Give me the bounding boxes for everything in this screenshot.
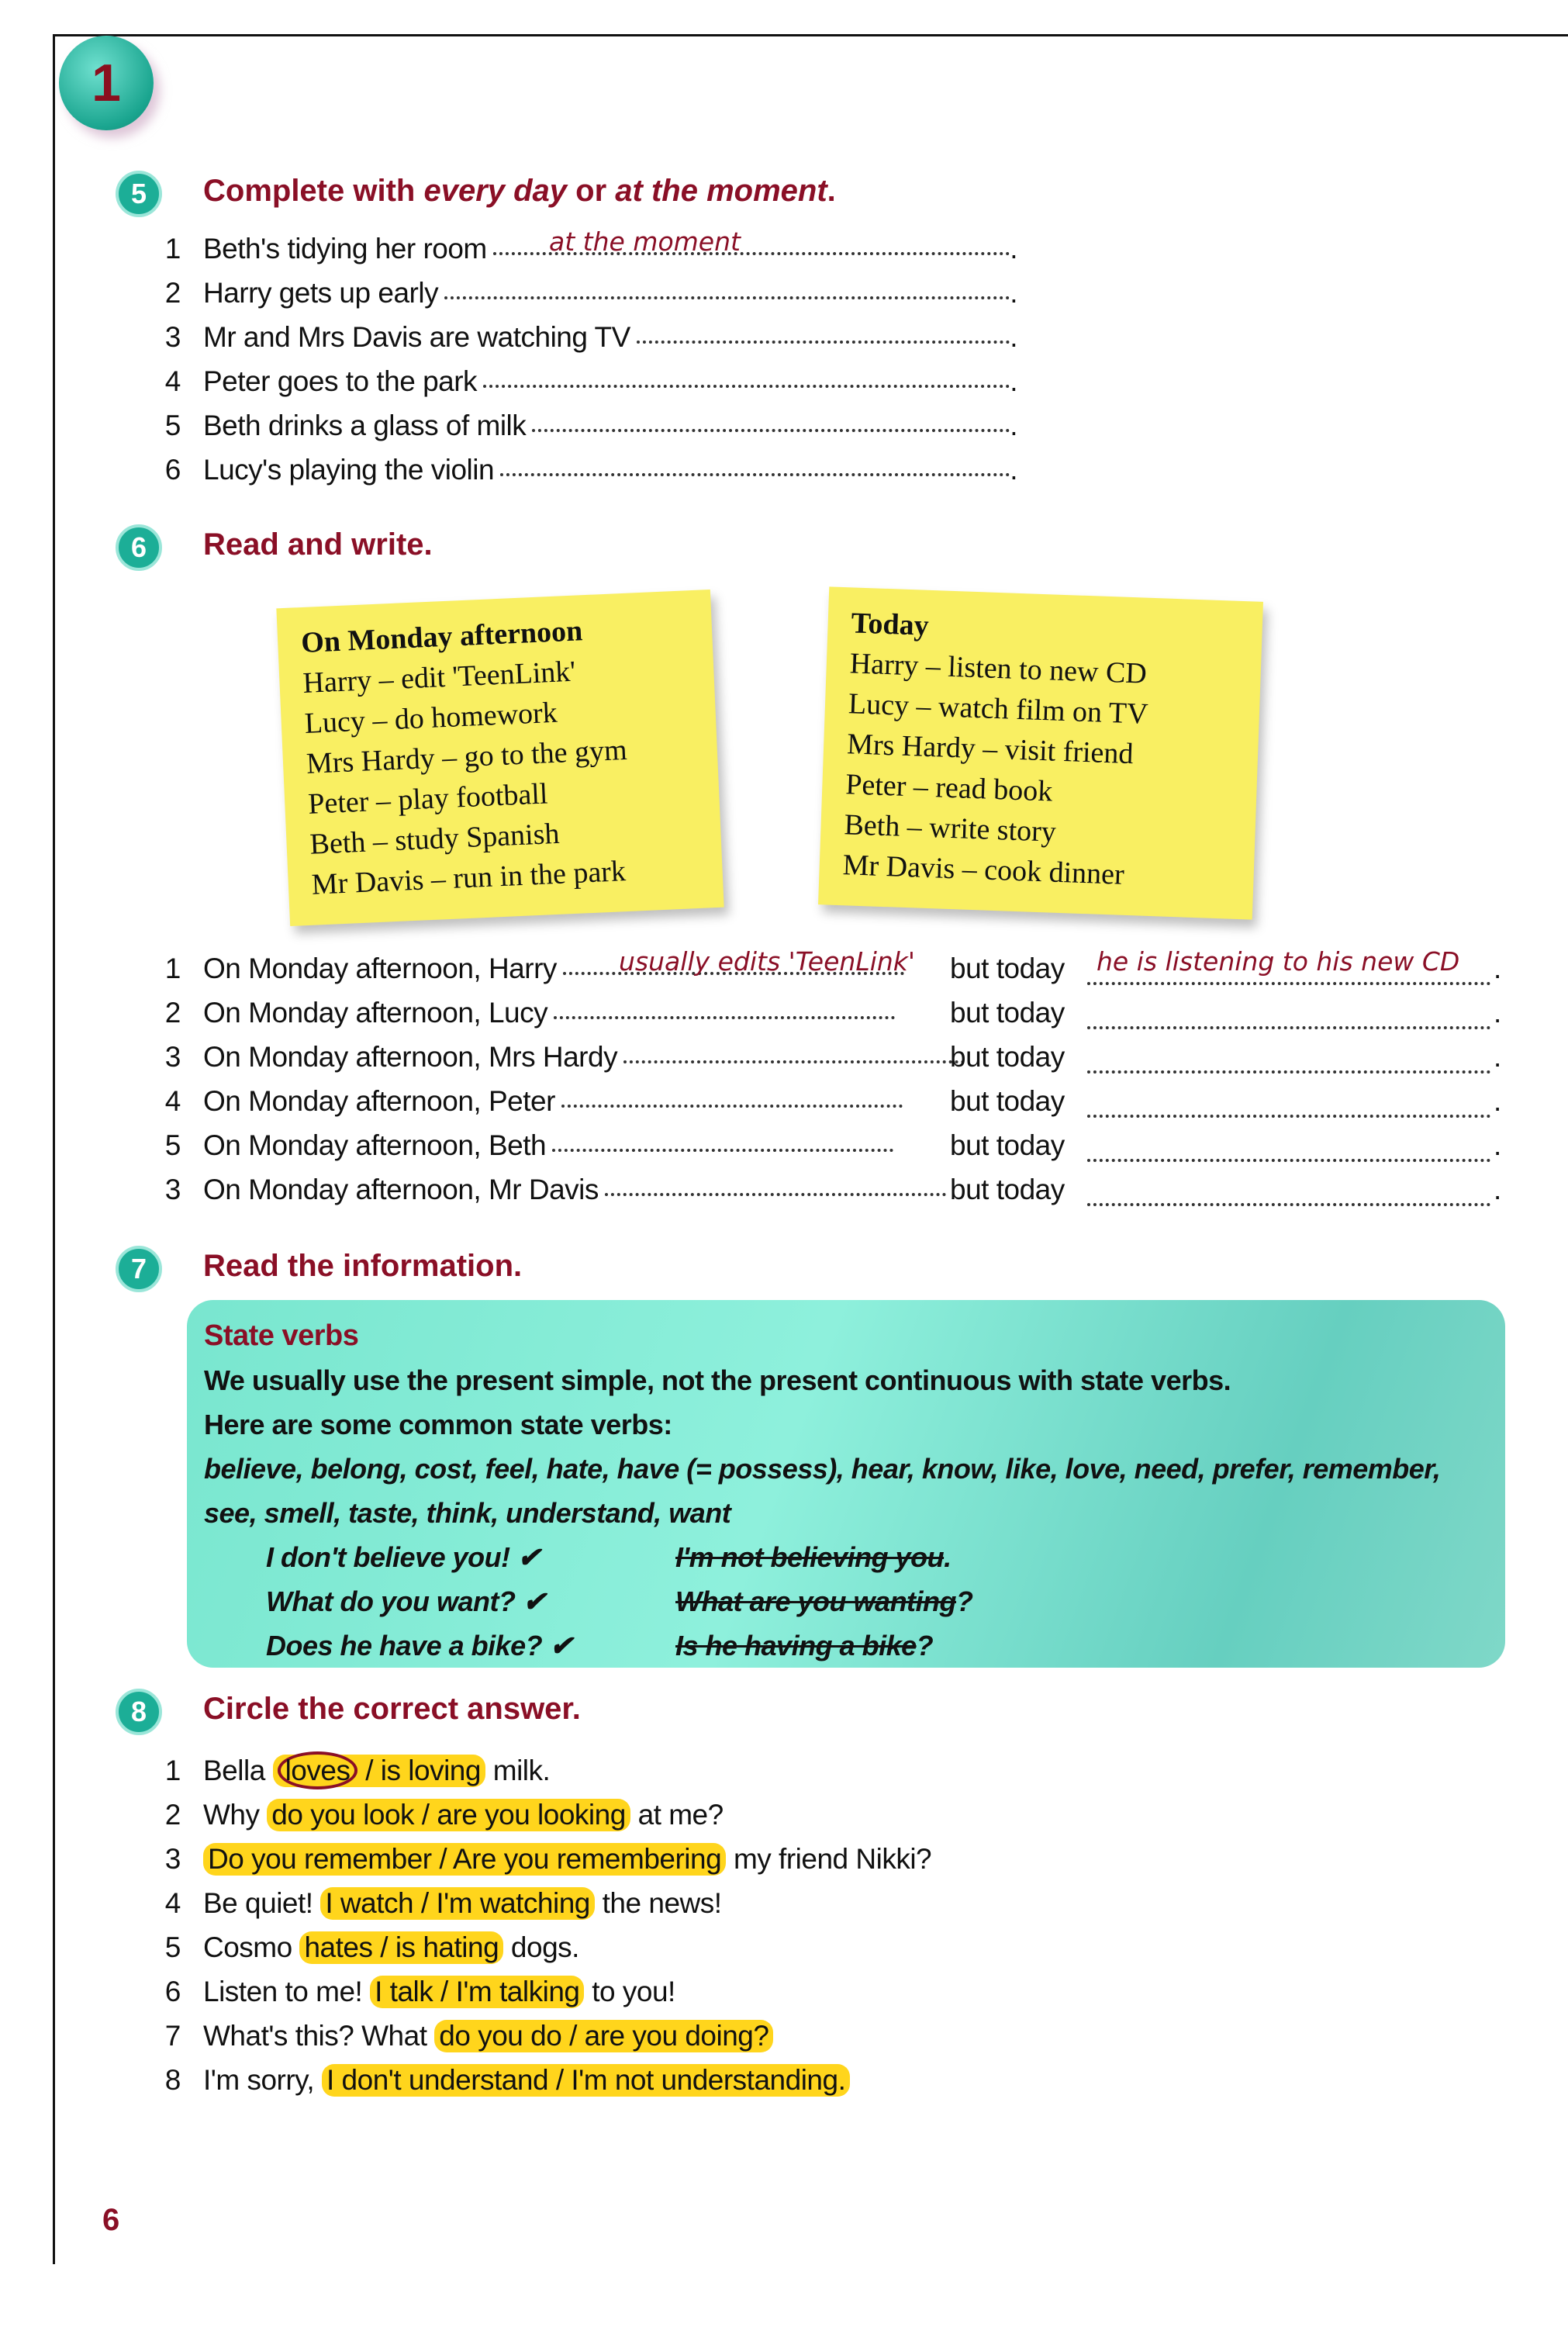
item-number: 5: [164, 410, 181, 441]
item-number: 2: [164, 1799, 181, 1831]
ex6-item: [203, 997, 1501, 1029]
wrong-example: What are you wanting: [675, 1585, 957, 1617]
correct-example: I don't believe you! ✔: [266, 1541, 541, 1573]
item-text: On Monday afternoon, Lucy: [203, 997, 548, 1029]
note-today: [818, 586, 1263, 919]
item-number: 3: [164, 1843, 181, 1875]
item-number: 8: [164, 2064, 181, 2096]
item-text: On Monday afternoon, Peter: [203, 1085, 555, 1117]
item-text: Cosmo: [203, 1931, 300, 1963]
ex5-item: [203, 410, 1017, 442]
answer-choice[interactable]: I talk / I'm talking: [370, 1976, 584, 2008]
note-line: Mrs Hardy – visit friend: [846, 728, 1135, 771]
item-text: Beth drinks a glass of milk: [203, 410, 527, 441]
item-text: the news!: [594, 1887, 722, 1919]
item-number: 3: [164, 321, 181, 353]
full-stop: .: [1494, 1174, 1501, 1205]
example-row: [204, 1535, 1488, 1579]
note-line: Mr Davis – cook dinner: [842, 849, 1125, 891]
item-number: 5: [164, 1931, 181, 1963]
note-line: Harry – listen to new CD: [849, 647, 1148, 690]
answer-blank[interactable]: [444, 296, 1010, 299]
punct: .: [944, 1541, 952, 1573]
handwritten-answer: usually edits 'TeenLink': [619, 946, 915, 977]
item-text: Peter goes to the park: [203, 365, 478, 397]
correct-example: Does he have a bike? ✔: [266, 1630, 573, 1661]
answer-blank-2[interactable]: [1087, 1070, 1490, 1074]
item-text: Why: [203, 1799, 268, 1831]
answer-blank[interactable]: [500, 473, 1010, 476]
but-today-label: but today: [950, 1174, 1065, 1205]
item-number: 5: [164, 1129, 181, 1161]
answer-choice[interactable]: [273, 1755, 485, 1787]
exercise-5-badge: 5: [116, 171, 162, 217]
note-line: Mr Davis – run in the park: [310, 855, 627, 901]
full-stop: .: [1494, 1129, 1501, 1161]
answer-blank-2[interactable]: [1087, 1203, 1490, 1206]
exercise-6-title: Read and write.: [203, 527, 433, 562]
item-text: On Monday afternoon, Mrs Hardy: [203, 1041, 618, 1073]
unit-badge: 1: [59, 36, 154, 130]
exercise-6-badge: 6: [116, 524, 162, 571]
item-text: I'm sorry,: [203, 2064, 322, 2096]
item-text: at me?: [630, 1799, 724, 1831]
note-line: Peter – read book: [844, 768, 1053, 808]
correct-example: What do you want? ✔: [266, 1585, 546, 1617]
handwritten-answer: he is listening to his new CD: [1097, 946, 1460, 977]
circled-answer[interactable]: loves: [278, 1751, 358, 1789]
answer-blank-2[interactable]: [1087, 982, 1490, 985]
item-number: 1: [164, 1755, 181, 1786]
top-border: [54, 34, 1568, 36]
ex6-item: [203, 1041, 1501, 1074]
alt-answer[interactable]: / is loving: [357, 1755, 481, 1786]
full-stop: .: [1010, 233, 1017, 265]
box-title: State verbs: [204, 1319, 359, 1352]
answer-choice[interactable]: hates / is hating: [299, 1931, 503, 1964]
item-text: On Monday afternoon, Harry: [203, 953, 557, 984]
exercise-7-title: Read the information.: [203, 1249, 523, 1283]
answer-blank-2[interactable]: [1087, 1026, 1490, 1029]
full-stop: .: [1494, 997, 1501, 1029]
rule-text: Here are some common state verbs:: [204, 1409, 672, 1440]
title-text: Complete with: [203, 174, 424, 208]
item-text: Mr and Mrs Davis are watching TV: [203, 321, 630, 353]
example-row: [204, 1623, 1488, 1668]
answer-blank-1[interactable]: [561, 1105, 903, 1108]
ex8-item: [203, 1755, 550, 1787]
item-text: my friend Nikki?: [726, 1843, 932, 1875]
item-number: 2: [164, 277, 181, 309]
answer-choice[interactable]: do you do / are you doing?: [434, 2020, 773, 2052]
but-today-label: but today: [950, 1085, 1065, 1117]
ex8-item: [203, 1976, 675, 2008]
item-text: What's this? What: [203, 2020, 435, 2052]
verb-list: see, smell, taste, think, understand, want: [204, 1497, 731, 1529]
item-number: 3: [164, 1174, 181, 1205]
item-number: 3: [164, 1041, 181, 1073]
state-verbs-box: [187, 1300, 1505, 1668]
answer-choice[interactable]: I don't understand / I'm not understanding.: [322, 2064, 850, 2097]
note-line: Peter – play football: [307, 777, 549, 821]
answer-blank-1[interactable]: [605, 1193, 946, 1196]
ex6-item: [203, 1129, 1501, 1162]
item-text: to you!: [584, 1976, 675, 2007]
ex5-item: [203, 454, 1017, 486]
wrong-example: I'm not believing you: [675, 1541, 945, 1573]
answer-blank-2[interactable]: [1087, 1159, 1490, 1162]
but-today-label: but today: [950, 1041, 1065, 1073]
answer-blank-1[interactable]: [552, 1149, 893, 1152]
punct: ?: [956, 1585, 973, 1617]
ex8-item: [203, 1843, 931, 1876]
full-stop: .: [1010, 454, 1017, 486]
item-text: On Monday afternoon, Mr Davis: [203, 1174, 599, 1205]
wrong-example: Is he having a bike: [675, 1630, 917, 1661]
note-heading: On Monday afternoon: [300, 614, 584, 660]
item-number: 6: [164, 454, 181, 486]
item-text: Be quiet!: [203, 1887, 321, 1919]
title-italic: every day: [423, 174, 568, 208]
answer-choice[interactable]: do you look / are you looking: [267, 1799, 630, 1831]
full-stop: .: [1010, 410, 1017, 441]
title-text: .: [827, 174, 836, 208]
item-number: 4: [164, 365, 181, 397]
note-line: Beth – study Spanish: [309, 817, 561, 861]
title-italic: at the moment: [615, 174, 827, 208]
exercise-8-title: Circle the correct answer.: [203, 1692, 581, 1726]
full-stop: .: [1494, 1041, 1501, 1073]
note-line: Beth – write story: [843, 808, 1057, 849]
answer-blank[interactable]: [637, 341, 1010, 344]
ex5-item: [203, 321, 1017, 354]
ex6-item: [203, 1174, 1501, 1206]
item-text: Harry gets up early: [203, 277, 439, 309]
ex8-item: [203, 1931, 579, 1964]
answer-choice[interactable]: Do you remember / Are you remembering: [203, 1843, 726, 1876]
item-number: 4: [164, 1085, 181, 1117]
item-number: 6: [164, 1976, 181, 2007]
full-stop: .: [1494, 1085, 1501, 1117]
punct: ?: [916, 1630, 934, 1661]
example-row: [204, 1579, 1488, 1623]
item-text: dogs.: [503, 1931, 579, 1963]
handwritten-answer: at the moment: [549, 226, 741, 257]
note-line: Harry – edit 'TeenLink': [302, 655, 577, 700]
exercise-7-badge: 7: [116, 1246, 162, 1292]
ex8-item: [203, 2064, 850, 2097]
ex5-item: [203, 277, 1017, 309]
note-line: Mrs Hardy – go to the gym: [306, 733, 628, 780]
full-stop: .: [1010, 321, 1017, 353]
item-number: 2: [164, 997, 181, 1029]
answer-blank-2[interactable]: [1087, 1115, 1490, 1118]
item-number: 1: [164, 233, 181, 265]
item-text: On Monday afternoon, Beth: [203, 1129, 547, 1161]
item-text: Listen to me!: [203, 1976, 371, 2007]
note-line: Lucy – watch film on TV: [848, 687, 1149, 731]
exercise-5-title: [203, 174, 836, 209]
item-number: 4: [164, 1887, 181, 1919]
ex6-item: [203, 1085, 1501, 1118]
answer-blank-1[interactable]: [554, 1016, 895, 1019]
note-heading: Today: [850, 607, 930, 642]
answer-choice[interactable]: I watch / I'm watching: [320, 1887, 595, 1920]
verb-list: believe, belong, cost, feel, hate, have (= possess), hear, know, like, love, need, prefer, remember,: [204, 1453, 1441, 1485]
left-border: [53, 34, 55, 2264]
but-today-label: but today: [950, 953, 1065, 984]
but-today-label: but today: [950, 997, 1065, 1029]
ex8-item: [203, 1799, 724, 1831]
rule-text: We usually use the present simple, not the present continuous with state verbs.: [204, 1364, 1231, 1396]
ex5-item: [203, 365, 1017, 398]
ex8-item: [203, 2020, 773, 2052]
full-stop: .: [1010, 277, 1017, 309]
answer-blank[interactable]: [532, 429, 1010, 432]
but-today-label: but today: [950, 1129, 1065, 1161]
title-text: or: [567, 174, 616, 208]
answer-blank[interactable]: [483, 385, 1010, 388]
full-stop: .: [1494, 953, 1501, 984]
full-stop: .: [1010, 365, 1017, 397]
item-text: Lucy's playing the violin: [203, 454, 495, 486]
note-monday: [276, 590, 724, 926]
note-line: Lucy – do homework: [303, 696, 558, 740]
item-text: Bella: [203, 1755, 273, 1786]
item-text: milk.: [485, 1755, 551, 1786]
item-text: Beth's tidying her room: [203, 233, 487, 265]
page-number: 6: [102, 2203, 120, 2237]
item-number: 7: [164, 2020, 181, 2052]
ex8-item: [203, 1887, 722, 1920]
answer-blank-1[interactable]: [623, 1060, 965, 1063]
item-number: 1: [164, 953, 181, 984]
exercise-8-badge: 8: [116, 1689, 162, 1735]
